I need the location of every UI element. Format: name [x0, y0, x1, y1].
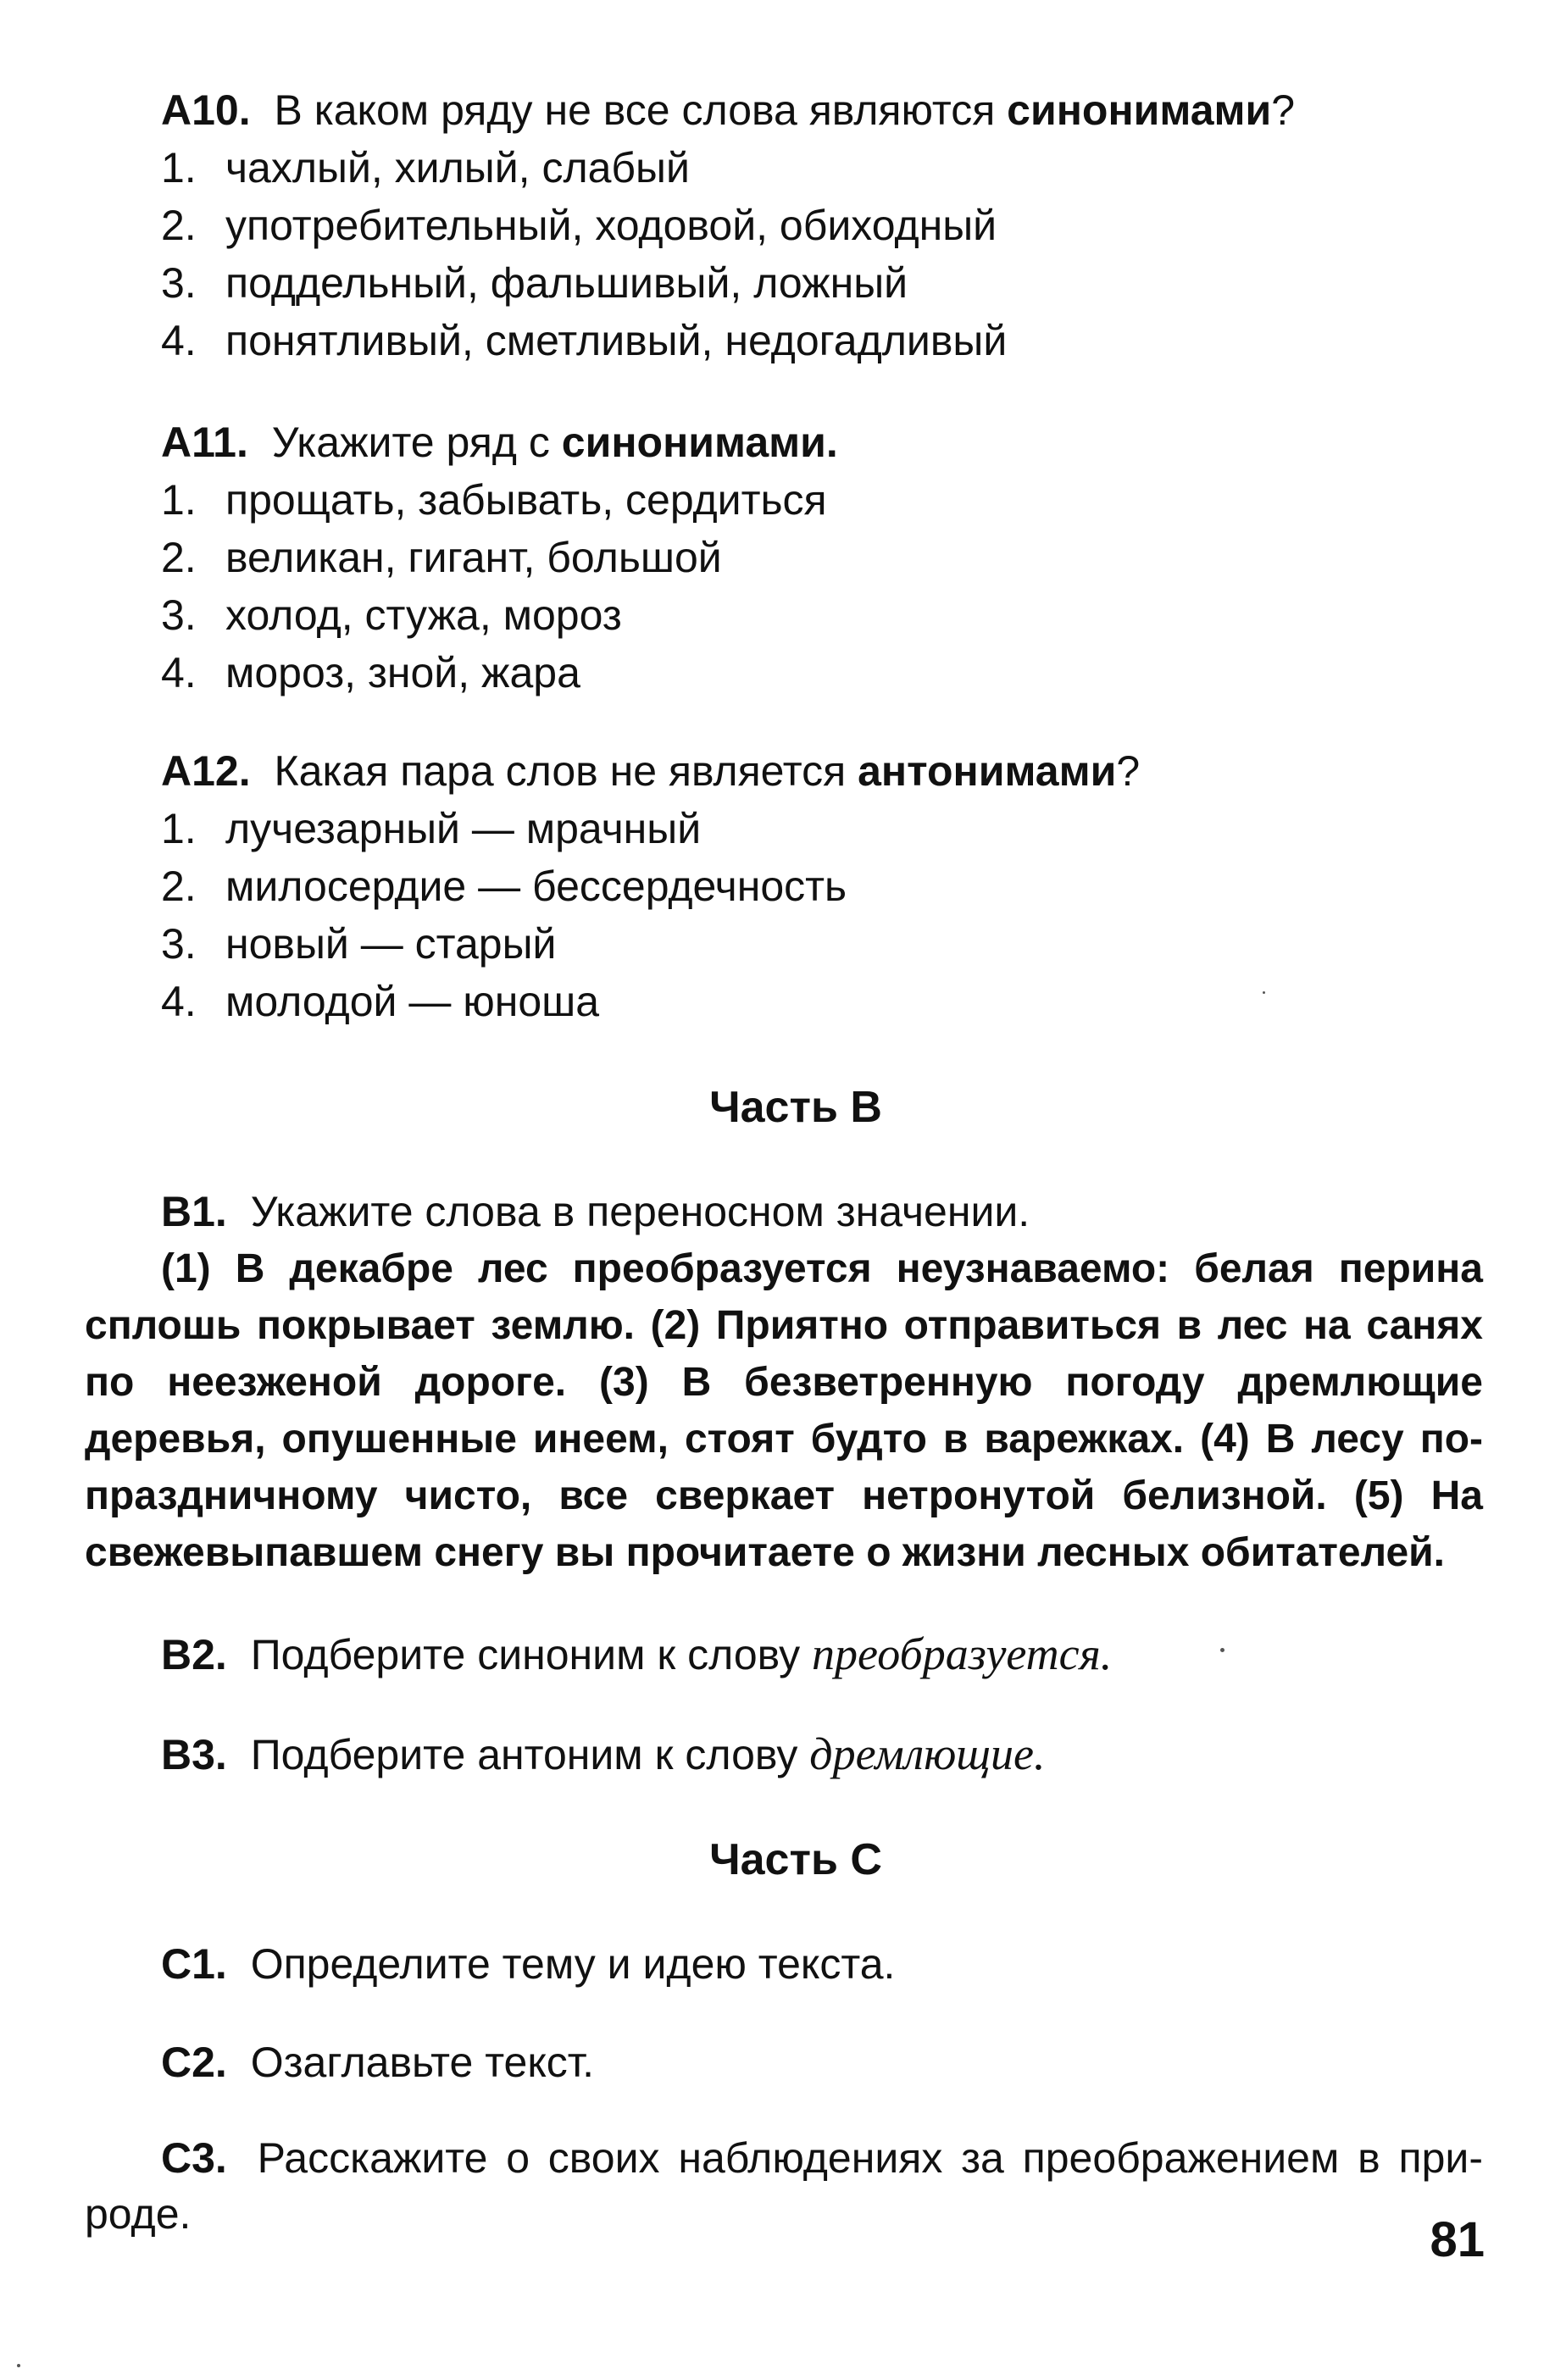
answer-option [161, 586, 1483, 644]
question-a12 [161, 742, 1483, 1030]
question-text-end: ? [1271, 86, 1296, 134]
question-keyword: антонимами [858, 747, 1117, 795]
question-c2-title [161, 2033, 1483, 2091]
question-number: B1. [161, 1188, 227, 1235]
question-b2 [161, 1625, 1483, 1684]
question-a10 [161, 81, 1483, 369]
option-text: новый — старый [225, 920, 557, 968]
question-text: Укажите слова в переносном значении. [250, 1188, 1030, 1235]
question-c3-line2: роде. [85, 2190, 192, 2238]
answer-option [161, 254, 1483, 312]
question-text: Озаглавьте текст. [250, 2039, 595, 2086]
question-number: C2. [161, 2039, 227, 2086]
answer-option [161, 857, 1483, 915]
question-b1-title [161, 1183, 1483, 1240]
answer-option [161, 139, 1483, 197]
question-number: B2. [161, 1631, 227, 1678]
option-text: холод, стужа, мороз [225, 591, 622, 639]
question-a11-title [161, 413, 1483, 471]
answer-options [161, 139, 1483, 369]
question-keyword: синонимами [1007, 86, 1272, 134]
question-c2 [161, 2033, 1483, 2091]
option-number: 4. [161, 317, 197, 364]
answer-option [161, 644, 1483, 702]
option-text: прощать, забывать, сердиться [225, 476, 827, 524]
option-number: 1. [161, 476, 197, 524]
question-text-end: ? [1116, 747, 1141, 795]
question-c3 [85, 2130, 1483, 2242]
question-text: Расскажите о своих наблюдениях за преображением в при- [257, 2134, 1483, 2182]
scan-speck [1220, 1648, 1224, 1652]
question-b1 [161, 1183, 1483, 1240]
question-text: В каком ряду не все слова являются [274, 86, 996, 134]
question-c1 [161, 1935, 1483, 1993]
option-number: 2. [161, 863, 197, 910]
option-text: поддельный, фальшивый, ложный [225, 259, 908, 307]
question-number: A12. [161, 747, 251, 795]
answer-option [161, 800, 1483, 857]
section-heading-part-b: Часть B [709, 1083, 882, 1132]
question-a12-title [161, 742, 1483, 800]
option-number: 4. [161, 978, 197, 1025]
answer-option [161, 197, 1483, 254]
answer-options [161, 800, 1483, 1030]
question-number: A11. [161, 419, 248, 466]
option-number: 2. [161, 534, 197, 581]
option-text: понятливый, сметливый, недогадливый [225, 317, 1008, 364]
answer-option [161, 915, 1483, 973]
passage-text: (1) В декабре лес преобразуется неузнаваемо: белая перина сплошь покрывает землю. (2) Приятно отправиться в лес на санях по неезженой дороге. (3) В безветренную погоду дремлющие деревья, опушенные инеем, стоят будто в варежках. (4) В лесу по-праздничному чисто, все сверкает нетронутой белизной. (5) На свежевыпавшем снегу вы прочитаете о жизни лесных обитателей. [85, 1246, 1483, 1575]
question-c3-line1 [85, 2130, 1483, 2186]
question-text: Какая пара слов не является [274, 747, 847, 795]
option-number: 3. [161, 920, 197, 968]
question-b3 [161, 1725, 1483, 1784]
option-text: мороз, зной, жара [225, 649, 580, 696]
question-number: C1. [161, 1940, 227, 1988]
answer-option [161, 529, 1483, 586]
option-number: 1. [161, 805, 197, 852]
scan-speck [1263, 991, 1265, 994]
option-number: 3. [161, 591, 197, 639]
question-a10-title [161, 81, 1483, 139]
option-text: чахлый, хилый, слабый [225, 144, 690, 191]
question-number: B3. [161, 1731, 227, 1778]
answer-option [161, 312, 1483, 369]
option-number: 3. [161, 259, 197, 307]
question-text: Подберите антоним к слову [250, 1731, 798, 1778]
answer-option [161, 471, 1483, 529]
question-text: Определите тему и идею текста. [250, 1940, 896, 1988]
option-number: 2. [161, 202, 197, 249]
question-keyword: синонимами. [561, 419, 838, 466]
question-number: C3. [161, 2134, 227, 2182]
question-b2-title [161, 1625, 1483, 1684]
question-text: Укажите ряд с [271, 419, 550, 466]
option-text: лучезарный — мрачный [225, 805, 702, 852]
question-a11 [161, 413, 1483, 702]
answer-options [161, 471, 1483, 702]
answer-option [161, 973, 1483, 1030]
question-c1-title [161, 1935, 1483, 1993]
option-text: великан, гигант, большой [225, 534, 722, 581]
question-text: Подберите синоним к слову [250, 1631, 801, 1678]
page-number: 81 [1430, 2212, 1485, 2267]
option-number: 4. [161, 649, 197, 696]
question-target-word: дремлющие. [809, 1728, 1046, 1779]
question-number: A10. [161, 86, 251, 134]
question-target-word: преобразуется. [812, 1628, 1113, 1679]
option-number: 1. [161, 144, 197, 191]
question-b3-title [161, 1725, 1483, 1784]
option-text: милосердие — бессердечность [225, 863, 847, 910]
option-text: употребительный, ходовой, обиходный [225, 202, 997, 249]
option-text: молодой — юноша [225, 978, 600, 1025]
scan-speck [17, 2364, 20, 2367]
section-heading-part-c: Часть C [709, 1835, 882, 1884]
